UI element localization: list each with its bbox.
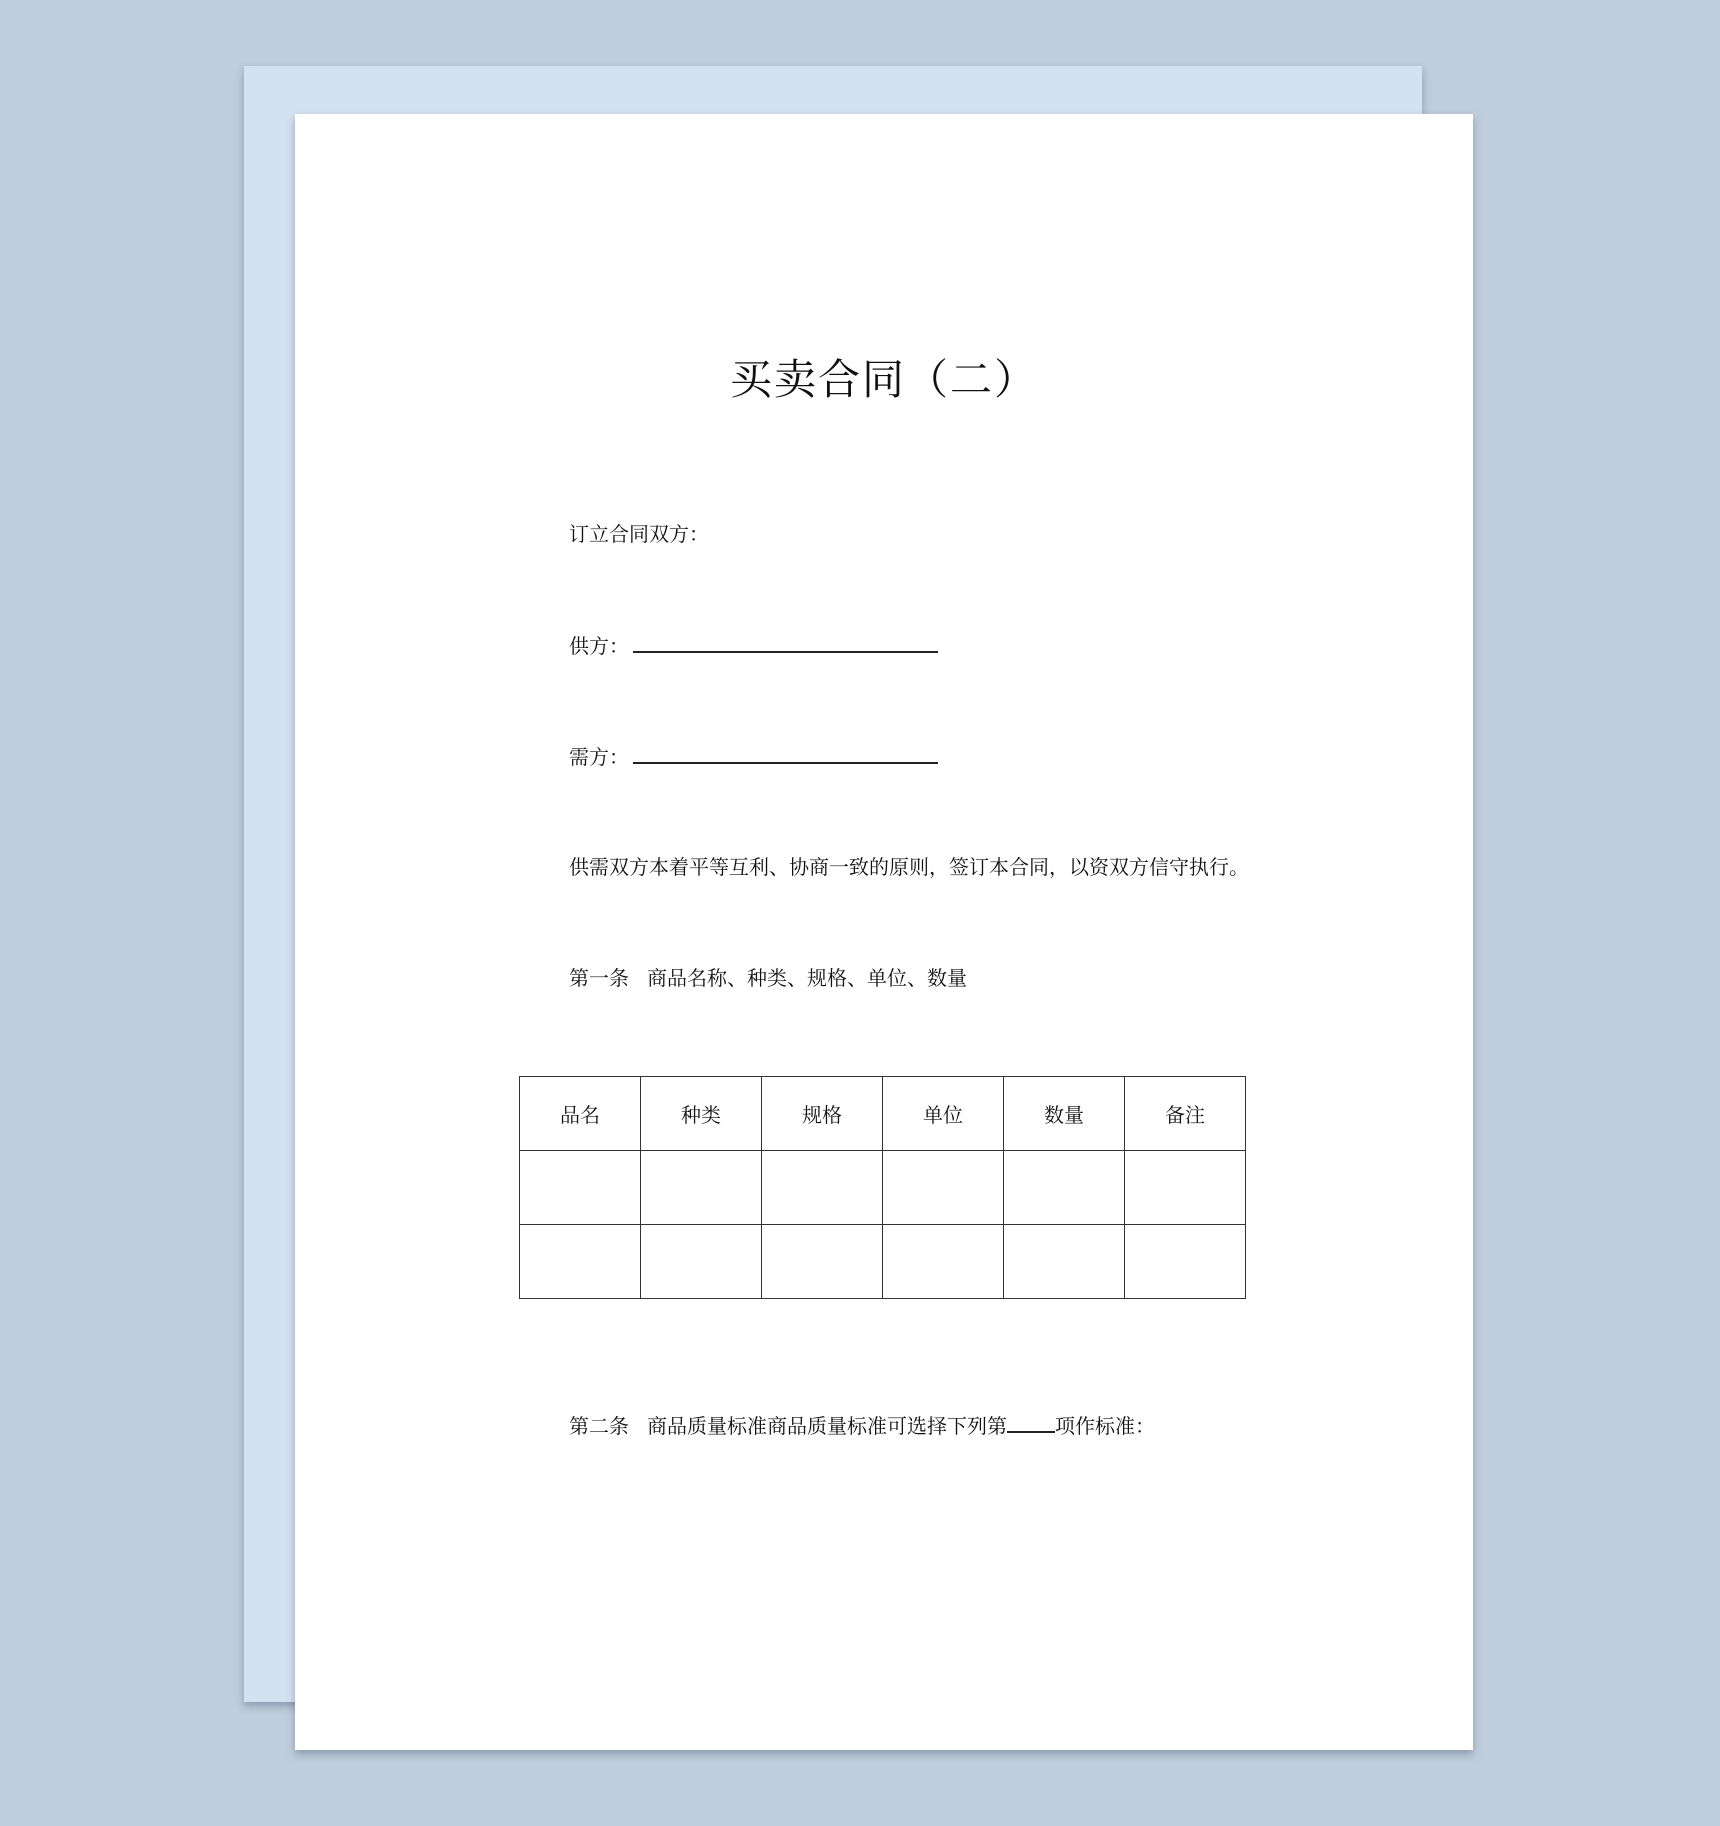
table-header-cell: 品名 (520, 1077, 641, 1151)
article2-text-after: 项作标准： (1055, 1414, 1155, 1438)
table-header-cell: 单位 (883, 1077, 1004, 1151)
article2-text: 商品质量标准商品质量标准可选择下列第 (647, 1414, 1007, 1438)
supplier-label: 供方： (569, 634, 629, 658)
document-title: 买卖合同（二） (729, 355, 1038, 404)
table-cell (1125, 1225, 1246, 1299)
article1-heading (569, 964, 967, 992)
table-cell (883, 1225, 1004, 1299)
table-cell (641, 1151, 762, 1225)
parties-intro: 订立合同双方： (569, 522, 709, 546)
table-header-cell: 种类 (641, 1077, 762, 1151)
table-cell (520, 1151, 641, 1225)
supplier-blank (633, 631, 938, 653)
preamble-text: 供需双方本着平等互利、协商一致的原则，签订本合同，以资双方信守执行。 (569, 855, 1249, 879)
buyer-label: 需方： (569, 745, 629, 769)
article1-text: 商品名称、种类、规格、单位、数量 (647, 966, 967, 990)
table-cell (1125, 1151, 1246, 1225)
table-cell (762, 1225, 883, 1299)
table-cell (1004, 1151, 1125, 1225)
table-header-row (520, 1077, 1246, 1151)
supplier-line (569, 631, 938, 660)
table-cell (762, 1151, 883, 1225)
article2-blank (1007, 1411, 1055, 1433)
table-header-cell: 数量 (1004, 1077, 1125, 1151)
article2-heading (569, 1411, 1155, 1440)
goods-table (519, 1076, 1246, 1299)
table-cell (1004, 1225, 1125, 1299)
table-cell (883, 1151, 1004, 1225)
article2-number: 第二条 (569, 1414, 629, 1438)
table-row (520, 1151, 1246, 1225)
table-cell (520, 1225, 641, 1299)
table-header-cell: 备注 (1125, 1077, 1246, 1151)
table-header-cell: 规格 (762, 1077, 883, 1151)
article1-number: 第一条 (569, 966, 629, 990)
table-cell (641, 1225, 762, 1299)
table-row (520, 1225, 1246, 1299)
document-page (295, 114, 1473, 1750)
buyer-blank (633, 742, 938, 764)
buyer-line (569, 742, 938, 771)
